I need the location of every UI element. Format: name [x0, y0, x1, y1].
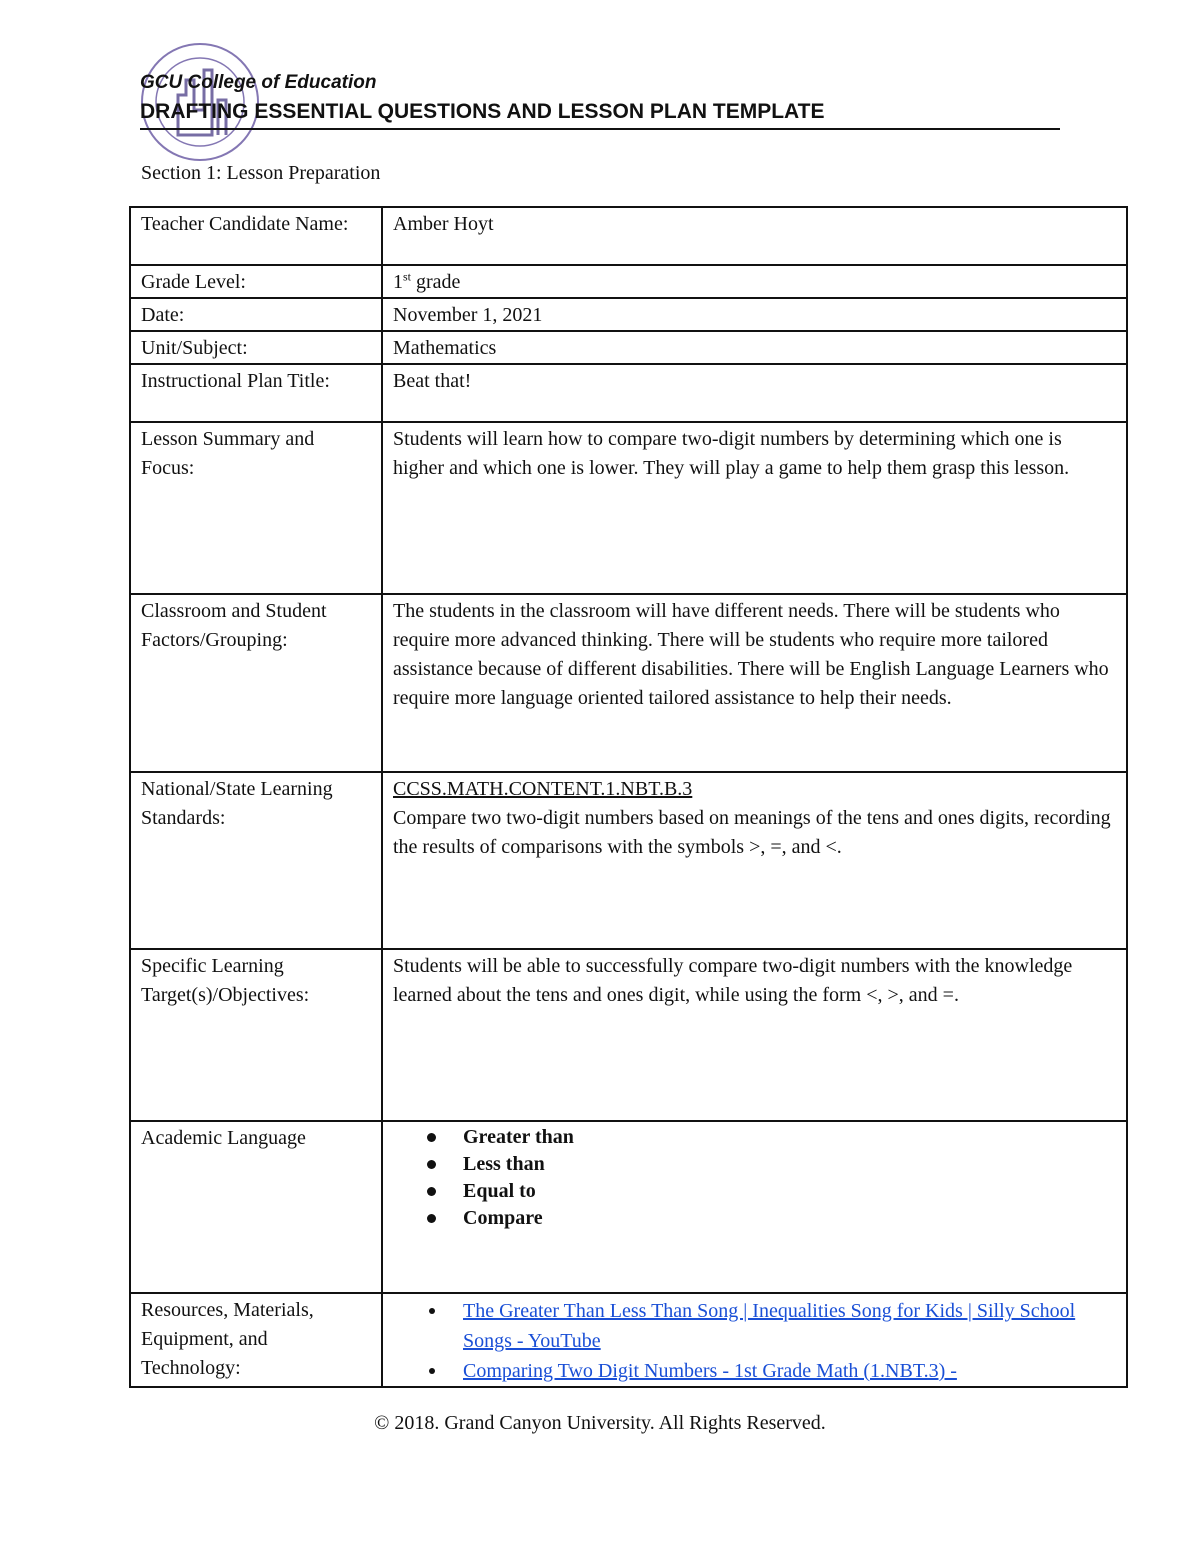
grade-number: 1: [393, 271, 403, 293]
factors-value: The students in the classroom will have different needs. There will be students who require more advanced thinking. There will be students who require more tailored assistance because of different disabilities. There will be English Language Learners who require more language oriented tailored assistance to help their needs.: [382, 594, 1127, 772]
resources-value: [382, 1293, 1127, 1387]
section-title: Section 1: Lesson Preparation: [141, 162, 381, 184]
document-header: [140, 72, 1060, 130]
list-item: Less than: [463, 1151, 1116, 1178]
grade-value: [382, 265, 1127, 298]
standards-value: [382, 772, 1127, 949]
plan-title-value: Beat that!: [382, 364, 1127, 422]
list-item: [463, 1296, 1116, 1356]
resources-link-list: [393, 1296, 1116, 1386]
comparing-numbers-link[interactable]: Comparing Two Digit Numbers - 1st Grade Math (1.NBT.3) -: [463, 1360, 957, 1382]
table-row: [130, 331, 1127, 364]
table-row: [130, 594, 1127, 772]
table-row: [130, 364, 1127, 422]
plan-title-label: Instructional Plan Title:: [130, 364, 382, 422]
table-row: [130, 1121, 1127, 1293]
objectives-value: Students will be able to successfully compare two-digit numbers with the knowledge learned about the tens and ones digit, while using the form <, >, and =.: [382, 949, 1127, 1121]
subject-value: Mathematics: [382, 331, 1127, 364]
date-label: Date:: [130, 298, 382, 331]
subject-label: Unit/Subject:: [130, 331, 382, 364]
academic-language-list: [393, 1124, 1116, 1232]
standard-code: CCSS.MATH.CONTENT.1.NBT.B.3: [393, 778, 693, 800]
table-row: [130, 207, 1127, 265]
resources-label: Resources, Materials, Equipment, and Technology:: [130, 1293, 382, 1387]
greater-than-song-link[interactable]: The Greater Than Less Than Song | Inequalities Song for Kids | Silly School Songs - YouTube: [463, 1300, 1076, 1352]
copyright-footer: © 2018. Grand Canyon University. All Rights Reserved.: [374, 1412, 826, 1434]
summary-value: Students will learn how to compare two-digit numbers by determining which one is higher and which one is lower. They will play a game to help them grasp this lesson.: [382, 422, 1127, 594]
table-row: [130, 298, 1127, 331]
objectives-label: Specific Learning Target(s)/Objectives:: [130, 949, 382, 1121]
grade-label: Grade Level:: [130, 265, 382, 298]
college-name: GCU College of Education: [140, 72, 377, 93]
list-item: Equal to: [463, 1178, 1116, 1205]
factors-label: Classroom and Student Factors/Grouping:: [130, 594, 382, 772]
grade-word: grade: [411, 271, 461, 293]
list-item: [463, 1356, 1116, 1386]
language-label: Academic Language: [130, 1121, 382, 1293]
grade-suffix: st: [403, 269, 412, 284]
date-value: November 1, 2021: [382, 298, 1127, 331]
language-value: [382, 1121, 1127, 1293]
table-row: [130, 949, 1127, 1121]
table-row: [130, 265, 1127, 298]
lesson-preparation-table: [129, 206, 1128, 1388]
template-title: DRAFTING ESSENTIAL QUESTIONS AND LESSON PLAN TEMPLATE: [140, 100, 1060, 130]
teacher-label: Teacher Candidate Name:: [130, 207, 382, 265]
list-item: Compare: [463, 1205, 1116, 1232]
table-row: [130, 772, 1127, 949]
table-row: [130, 1293, 1127, 1387]
summary-label: Lesson Summary and Focus:: [130, 422, 382, 594]
list-item: Greater than: [463, 1124, 1116, 1151]
teacher-value: Amber Hoyt: [382, 207, 1127, 265]
standards-label: National/State Learning Standards:: [130, 772, 382, 949]
standard-text: Compare two two-digit numbers based on meanings of the tens and ones digits, recording the results of comparisons with the symbols >, =, and <.: [393, 807, 1111, 858]
table-row: [130, 422, 1127, 594]
